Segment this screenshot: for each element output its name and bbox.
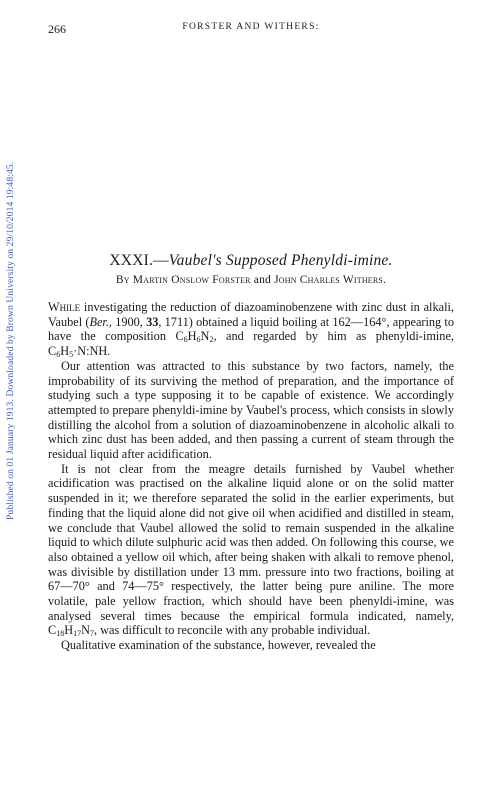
download-watermark bbox=[0, 100, 22, 520]
running-title: FORSTER AND WITHERS: bbox=[182, 22, 320, 32]
paragraph-4: Qualitative examination of the substance, however, revealed the bbox=[61, 638, 376, 653]
journal-page bbox=[48, 22, 454, 653]
article-number: XXXI.— bbox=[109, 252, 169, 269]
page-number: 266 bbox=[48, 22, 66, 36]
author-withers: John Charles Withers. bbox=[274, 274, 387, 286]
paragraph-lead-word: While bbox=[48, 300, 81, 314]
running-header bbox=[48, 22, 454, 40]
author-forster: Martin Onslow Forster bbox=[132, 274, 251, 286]
paragraph-1: While investigating the reduction of diazoaminobenzene with zinc dust in alkali, Vaubel (Ber., 1900, 33, 1711) obtained a liquid boiling at 162—164°, appearing to have the composition $C_6H_6N_2$, and regarded by him as phenyldi-imine, $C_6H_5\cdot N:NH$. bbox=[48, 300, 454, 360]
paragraph-3: It is not clear from the meagre details furnished by Vaubel whether acidification was practised on the alkaline liquid alone or on the solid matter suspended in it; we therefore separated the solid in the earlier experiments, but finding that the liquid alone did not give oil when acidified and distilled in steam, we conclude that Vaubel allowed the solid to remain suspended in the alkaline liquid to which dilute sulphuric acid was then added. On following this course, we also obtained a yellow oil which, after being shaken with alkali to remove phenol, was divisible by distillation under 13 mm. pressure into two fractions, boiling at 67—70° and 74—75° respectively, the latter being pure aniline. The more volatile, pale yellow fraction, which should have been phenyldi-imine, was analysed several times because the empirical formula indicated, namely, $C_{18}H_{17}N_7$, was difficult to reconcile with any probable individual. bbox=[48, 461, 454, 639]
author-byline bbox=[48, 274, 454, 286]
paragraph-2: Our attention was attracted to this substance by two factors, namely, the improbability of its surviving the method of preparation, and the importance of studying such a type supposing it to be capable of existence. We accordingly attempted to prepare phenyldi-imine by Vaubel's process, which consists in slowly distilling the alcohol from a solution of diazoaminobenzene in alcoholic alkali to which zinc dust has been added, and then passing a current of steam through the residual liquid after acidification. bbox=[48, 358, 454, 462]
article-body bbox=[48, 300, 454, 653]
download-notice-text: Published on 01 January 1913. Downloaded by Brown University on 29/10/2014 19:48:45. bbox=[5, 161, 16, 520]
byline-by: By bbox=[115, 274, 130, 286]
article-title bbox=[48, 252, 454, 270]
byline-and: and bbox=[253, 274, 272, 286]
journal-abbrev: Ber. bbox=[89, 314, 109, 329]
article-title-text: Vaubel's Supposed Phenyldi-imine. bbox=[168, 252, 393, 269]
volume-number: 33 bbox=[146, 314, 159, 329]
